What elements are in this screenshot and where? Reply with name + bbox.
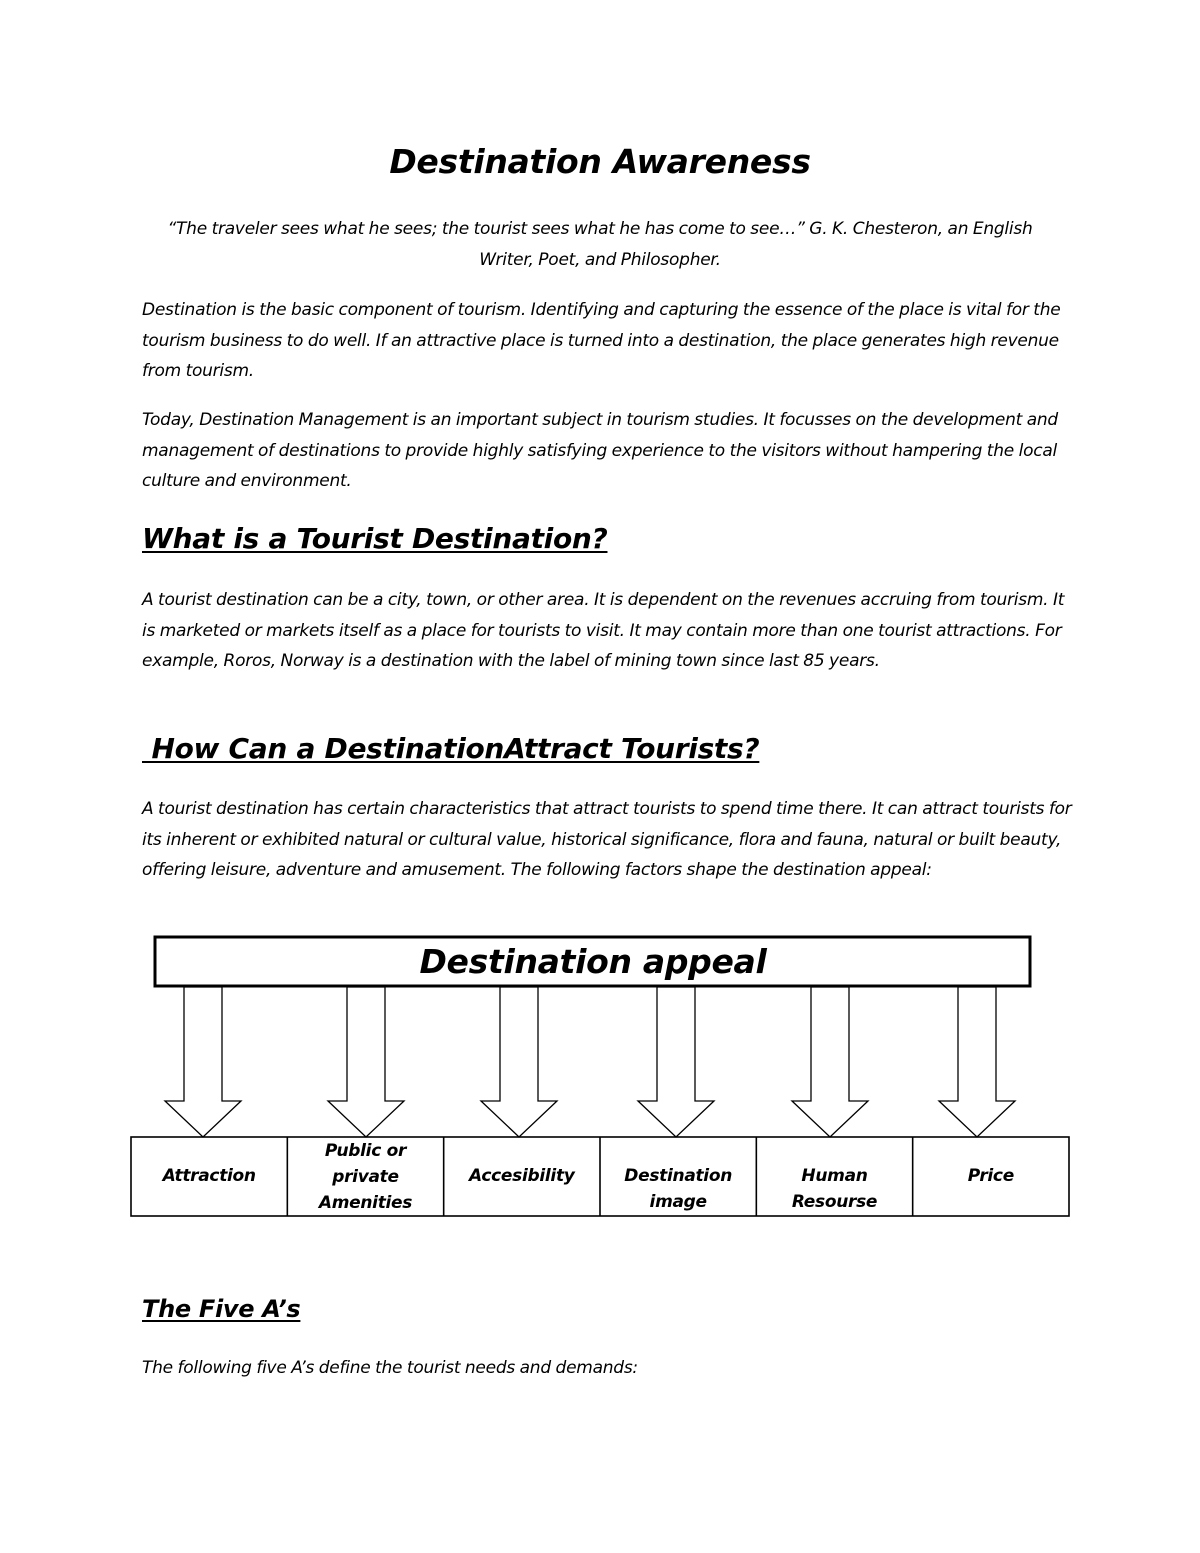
section-heading-attract-tourists: How Can a DestinationAttract Tourists? (142, 732, 760, 765)
section3-paragraph (142, 1353, 1077, 1384)
down-arrow-icon (481, 987, 557, 1137)
epigraph-quote: “The traveler sees what he sees; the tourist sees what he has come to see…” G. K. Chesteron, an English Writer, Poet, and Philosopher. (167, 219, 1033, 270)
paragraph-text: The following five A’s define the tourist needs and demands: (142, 1358, 638, 1378)
down-arrow-icon (939, 987, 1015, 1137)
section-heading-five-as: The Five A’s (142, 1295, 301, 1323)
appeal-title: Destination appeal (419, 942, 767, 981)
paragraph-text: A tourist destination has certain characteristics that attract tourists to spend time there. It can attract tourists for its inherent or exhibited natural or cultural value, historical significance, flora and fauna, natural or built beauty, offering leisure, adventure and amusement. The following factors shape the destination appeal: (142, 799, 1072, 880)
factor-cell-label: Public or private Amenities (318, 1141, 413, 1213)
factor-cell-label: Price (967, 1166, 1014, 1186)
paragraph-text: Destination is the basic component of tourism. Identifying and capturing the essence of the place is vital for the tourism business to do well. If an attractive place is turned into a destination, the place generates high revenue from tourism. (142, 300, 1061, 381)
factor-cell-label: Destination image (624, 1166, 733, 1212)
factor-cell-label: Human Resourse (791, 1166, 878, 1212)
factor-cell-label: Attraction (162, 1166, 256, 1186)
down-arrow-icon (638, 987, 714, 1137)
section-heading-tourist-destination: What is a Tourist Destination? (142, 522, 608, 555)
page-title: Destination Awareness (389, 142, 811, 181)
paragraph-text: A tourist destination can be a city, town, or other area. It is dependent on the revenues accruing from tourism. It is marketed or markets itself as a place for tourists to visit. It may contain more than one tourist attractions. For example, Roros, Norway is a destination with the label of mining town since last 85 years. (142, 590, 1065, 671)
paragraph-text: Today, Destination Management is an important subject in tourism studies. It focusses on the development and management of destinations to provide highly satisfying experience to the visitors without hampering the local culture and environment. (142, 410, 1058, 491)
factor-cell-label: Accesibility (469, 1166, 575, 1186)
down-arrow-icon (792, 987, 868, 1137)
down-arrow-icon (165, 987, 241, 1137)
down-arrow-icon (328, 987, 404, 1137)
